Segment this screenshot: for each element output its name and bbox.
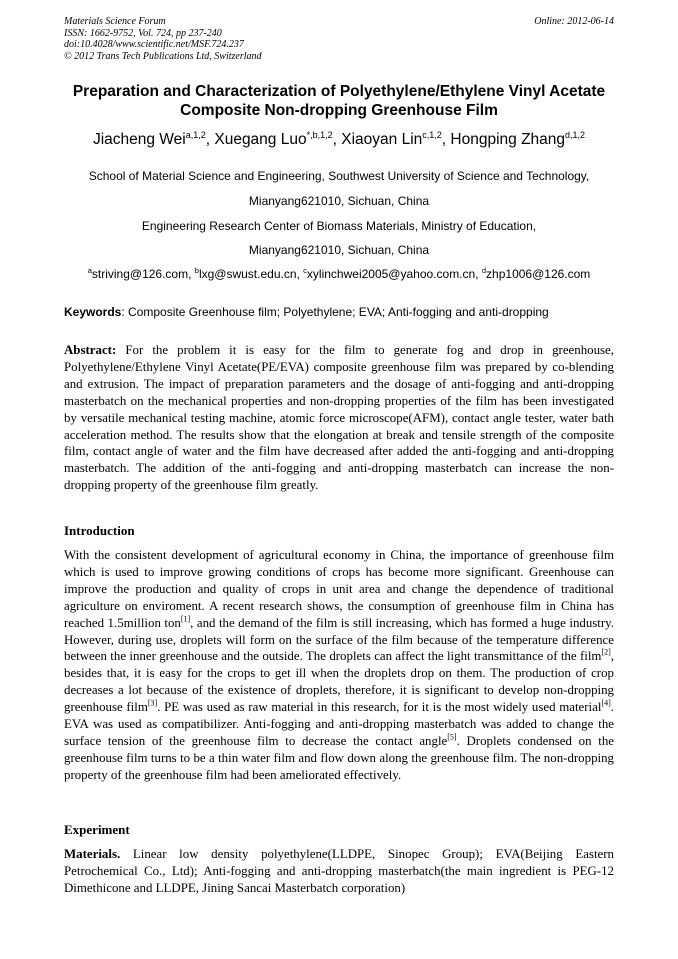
journal-name: Materials Science Forum (64, 16, 166, 27)
author-name: Xuegang Luo (214, 131, 307, 148)
affiliation-2-line-1: Engineering Research Center of Biomass Materials, Ministry of Education, (141, 219, 537, 233)
copyright-line: © 2012 Trans Tech Publications Ltd, Switzerland (64, 50, 262, 62)
intro-text: With the consistent development of agricultural economy in China, the importance of greenhouse film which is used to improve growing conditions of crops has become more significant. Greenhouse can improve the production and quality of crops in unit area and change the dependence of traditional agriculture on enviroment. A recent research shows, the consumption of greenhouse film in China has reached 1.5million ton (64, 548, 614, 630)
intro-text: , besides that, it is easy for the crops to get ill when the droplets drop on them. The production of crop decreases a lot because of the existence of droplets, therefore, it is significant to develop non-dropping greenhouse film (64, 649, 614, 715)
abstract-text: For the problem it is easy for the film to generate fog and drop in greenhouse, Polyethylene/Ethylene Vinyl Acetate(PE/EVA) composite greenhouse film was prepared by co-blending and extrusion. The impact of preparation parameters and the dosage of anti-fogging and anti-dropping masterbatch on the mechanical properties and non-dropping properties of the film has been investigated by versatile mechanical testing machine, atomic force microscope(AFM), contact angle tester, water bath acceleration method. The results show that the elongation at break and tensile strength of the composite film, contact angle of water and the film have decreased after added the anti-fogging and anti-dropping masterbatch. The addition of the anti-fogging and anti-dropping masterbatch can increase the non-dropping property of the greenhouse film greatly. (64, 343, 614, 493)
introduction-heading: Introduction (64, 523, 135, 538)
intro-text: , and the demand of the film is still increasing, which has formed a huge industry. However, during use, droplets will form on the surface of the film because of the temperature difference between the inner greenhouse and the outside. The droplets can affect the light transmittance of the film (64, 615, 614, 664)
affiliation-2-line-2: Mianyang621010, Sichuan, China (248, 243, 430, 257)
intro-text: . PE was used as raw material in this research, for it is the most widely used material (157, 700, 602, 715)
keywords-text: : Composite Greenhouse film; Polyethylene; EVA; Anti-fogging and anti-dropping (121, 305, 549, 319)
email-mark: c (303, 266, 307, 275)
email-entry (482, 267, 590, 281)
doi-line: doi:10.4028/www.scientific.net/MSF.724.237 (64, 39, 244, 50)
email-entry (195, 267, 303, 281)
intro-text: . EVA was used as compatibilizer. Anti-fogging and anti-dropping masterbatch was added to change the surface tension of the greenhouse film to decrease the contact angle (64, 700, 615, 748)
author-separator: , (205, 131, 215, 148)
author-affiliation-mark: *,b,1,2 (306, 129, 333, 140)
citation-ref[interactable]: [2] (601, 648, 611, 658)
author (93, 131, 214, 148)
author-name: Hongping Zhang (450, 131, 566, 148)
abstract-paragraph (64, 342, 614, 494)
affiliation-1-line-2: Mianyang621010, Sichuan, China (248, 194, 430, 208)
citation-ref[interactable]: [1] (180, 614, 191, 624)
author-affiliation-mark: d,1,2 (565, 129, 586, 140)
materials-label: Materials. (64, 847, 121, 861)
title-line-2: Composite Non-dropping Greenhouse Film (180, 102, 498, 119)
email-address[interactable]: xylinchwei2005@yahoo.com.cn (306, 267, 476, 281)
author-separator: , (332, 131, 342, 148)
citation-ref[interactable]: [4] (601, 698, 611, 708)
email-mark: d (481, 266, 487, 275)
citation-ref[interactable]: [3] (147, 698, 158, 708)
materials-text: Linear low density polyethylene(LLDPE, Sinopec Group); EVA(Beijing Eastern Petrochemical Co., Ltd); Anti-fogging and anti-dropping masterbatch(the main ingredient is PEG-12 Dimethicone and LLDPE, Jining Sancai Masterbatch corporation) (64, 847, 614, 895)
affiliation-1-line-1: School of Material Science and Engineering, Southwest University of Science and Technology, (88, 169, 590, 183)
materials-paragraph (64, 846, 614, 897)
author (450, 131, 585, 148)
email-separator: , (188, 267, 195, 281)
email-address[interactable]: lxg@swust.edu.cn (198, 267, 297, 281)
online-date: Online: 2012-06-14 (534, 16, 614, 27)
email-address[interactable]: striving@126.com (91, 267, 189, 281)
email-address[interactable]: zhp1006@126.com (486, 267, 591, 281)
author-list (64, 131, 614, 149)
author (341, 131, 450, 148)
issn-line: ISSN: 1662-9752, Vol. 724, pp 237-240 (64, 27, 222, 39)
paper-title (64, 82, 614, 120)
author-emails (64, 267, 614, 281)
abstract-label: Abstract: (64, 343, 117, 357)
email-entry (303, 267, 482, 281)
title-line-1: Preparation and Characterization of Polyethylene/Ethylene Vinyl Acetate (72, 83, 606, 100)
keywords-line (64, 305, 614, 319)
experiment-heading: Experiment (64, 822, 130, 837)
email-separator: , (475, 267, 482, 281)
citation-ref[interactable]: [5] (447, 732, 457, 742)
journal-header (64, 16, 614, 62)
author-name: Xiaoyan Lin (341, 131, 423, 148)
email-mark: a (87, 266, 92, 275)
email-entry (88, 267, 195, 281)
author-affiliation-mark: a,1,2 (185, 129, 206, 140)
keywords-label: Keywords (64, 305, 122, 319)
author (214, 131, 341, 148)
email-mark: b (194, 266, 199, 275)
intro-text: . Droplets condensed on the greenhouse film turns to be a thin water film and flow down along the greenhouse film. The non-dropping property of the greenhouse film had been ameliorated effectively. (64, 733, 614, 782)
author-affiliation-mark: c,1,2 (422, 129, 442, 140)
author-name: Jiacheng Wei (92, 131, 186, 148)
introduction-paragraph (64, 547, 614, 784)
email-separator: , (296, 267, 304, 281)
author-separator: , (441, 131, 451, 148)
